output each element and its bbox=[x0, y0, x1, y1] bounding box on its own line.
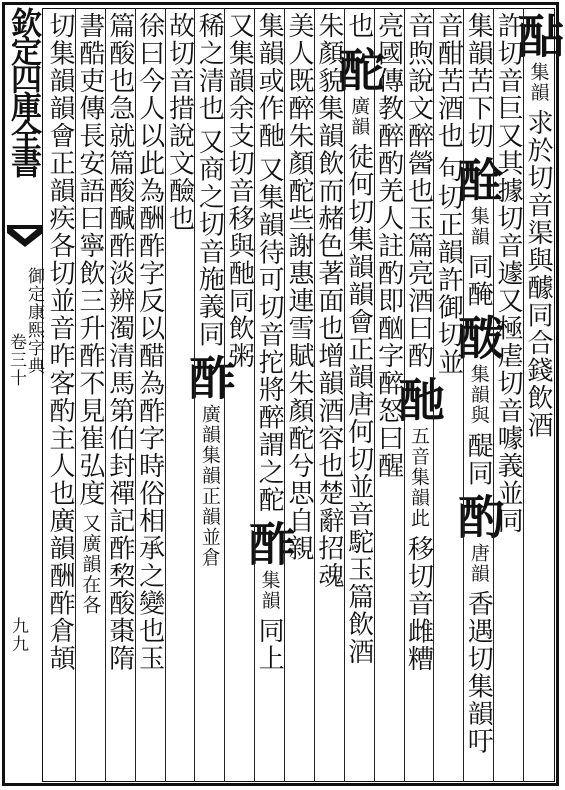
small-text: 廣韻集韻正韻並倉 bbox=[198, 404, 221, 568]
fishtail-mark-icon bbox=[5, 223, 45, 251]
text-column bbox=[314, 12, 344, 780]
text: 篇酸也急就篇酸醎酢淡辨濁清馬第伯封禪記酢棃酸棗隋 bbox=[104, 12, 135, 672]
series-title: 欽定四庫全書 bbox=[5, 7, 41, 175]
column-rule bbox=[404, 8, 405, 782]
small-text: 廣韻 bbox=[348, 96, 371, 137]
text-column bbox=[75, 12, 105, 780]
text: 朱顏貌集韻飲而赭色著面也增韻酒容也楚辭招魂 bbox=[313, 12, 344, 590]
text: 徒何切集韻韻會正韻唐何切並音駝玉篇飲酒 bbox=[343, 143, 374, 666]
text: 許切音巨又其據切音遽又極虐切音噱義並同 bbox=[493, 12, 524, 535]
text: 故切音措說文醶也 bbox=[164, 12, 195, 232]
column-rule bbox=[284, 8, 285, 782]
text: 音煦說文醉醟也玉篇亮酒曰酌 bbox=[403, 12, 434, 370]
text-column bbox=[493, 12, 523, 780]
text: 集韻苦下切 bbox=[463, 12, 494, 150]
headword: 酫 bbox=[451, 156, 506, 202]
text-column bbox=[331, 12, 386, 780]
headword: 酟 bbox=[511, 12, 565, 58]
column-rule bbox=[344, 8, 345, 782]
text-column bbox=[391, 12, 446, 780]
text-column bbox=[165, 12, 195, 780]
text-column bbox=[182, 12, 237, 780]
small-text: 又廣韻在各 bbox=[79, 513, 102, 616]
column-rule bbox=[75, 8, 76, 782]
column-rule bbox=[135, 8, 136, 782]
column-rule bbox=[463, 8, 464, 782]
column-rule bbox=[105, 8, 106, 782]
text: 同上 bbox=[254, 617, 285, 672]
small-text: 集韻 bbox=[258, 570, 281, 611]
text-column bbox=[511, 12, 565, 780]
text: 句切正韻許御切並 bbox=[433, 156, 464, 376]
volume-label: 卷三十 bbox=[6, 333, 26, 387]
text: 香遇切集韻吁 bbox=[463, 590, 494, 755]
headword: 酏 bbox=[391, 376, 446, 422]
column-rule bbox=[374, 8, 375, 782]
text: 又商之切音施義同 bbox=[194, 128, 225, 348]
small-text: 集韻與 bbox=[467, 364, 490, 426]
column-rule bbox=[493, 8, 494, 782]
text: 求於切音渠與醵同合錢飲酒 bbox=[523, 109, 554, 439]
text: 同醃 bbox=[463, 253, 494, 308]
text: 集韻或作酏 bbox=[254, 12, 285, 150]
headword: 酢 bbox=[182, 354, 237, 400]
column-rule bbox=[194, 8, 195, 782]
text: 音酣苦酒也 bbox=[433, 12, 464, 150]
column-rule bbox=[433, 8, 434, 782]
text: 美人既醉朱顏酡些謝惠連雪賦朱顏酡兮思自親 bbox=[283, 12, 314, 562]
text-column bbox=[242, 12, 297, 780]
column-rule bbox=[224, 8, 225, 782]
column-rule bbox=[314, 8, 315, 782]
text-column bbox=[284, 12, 314, 780]
text: 書酷吏傳長安語曰寧飲三升酢不見崔弘度 bbox=[74, 12, 105, 507]
text: 移切音雌糟 bbox=[403, 535, 434, 673]
text-column bbox=[135, 12, 165, 780]
headword: 酢 bbox=[242, 520, 297, 566]
text: 醍同 bbox=[463, 432, 494, 487]
column-rule bbox=[523, 8, 524, 782]
small-text: 唐韻 bbox=[467, 543, 490, 584]
column-rule bbox=[254, 8, 255, 782]
book-title: 御定康熙字典 bbox=[24, 267, 44, 375]
text-column bbox=[451, 12, 506, 780]
text-column bbox=[45, 12, 75, 780]
page-number: 九九 bbox=[8, 617, 28, 653]
text: 也 bbox=[343, 12, 374, 40]
text: 又集韻待可切音拕將醉謂之酡 bbox=[254, 156, 285, 514]
margin-gutter bbox=[5, 5, 44, 785]
small-text: 五音集韻此 bbox=[408, 426, 431, 529]
column-rule bbox=[165, 8, 166, 782]
headword: 酡 bbox=[331, 46, 386, 92]
headword: 酦 bbox=[451, 314, 506, 360]
headword: 酌 bbox=[451, 493, 506, 539]
text: 切集韻韻會正韻疾各切並音昨客酌主人也廣韻酬酢倉頡 bbox=[44, 12, 75, 672]
text: 亮國傳教醉酌羌人註酌即酗字醉怒曰醒 bbox=[373, 12, 404, 480]
text: 又集韻余支切音移與酏同飲粥 bbox=[224, 12, 255, 370]
small-text: 集韻 bbox=[527, 62, 550, 103]
text: 徐曰今人以此為酬酢字反以醋為酢字時俗相承之變也玉 bbox=[134, 12, 165, 672]
text: 稀之清也 bbox=[194, 12, 225, 122]
small-text: 集韻 bbox=[467, 206, 490, 247]
text-column bbox=[374, 12, 404, 780]
text-column bbox=[105, 12, 135, 780]
